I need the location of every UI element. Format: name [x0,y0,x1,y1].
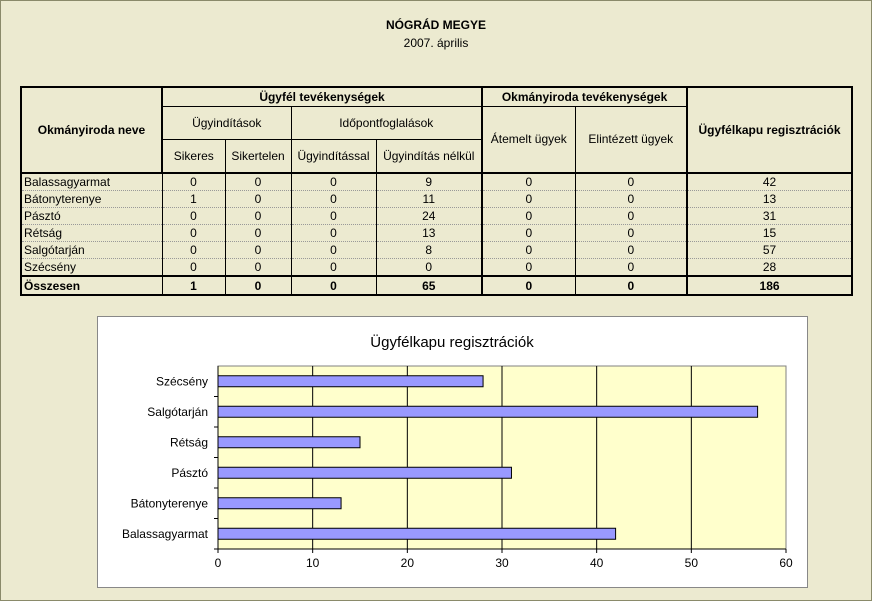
table-cell: 0 [575,208,687,225]
statistics-table [20,86,853,296]
table-cell: 0 [575,242,687,259]
table-row [21,242,852,259]
x-tick-label: 10 [305,556,320,570]
total-cell: 186 [687,276,852,295]
office-name-cell: Pásztó [21,208,162,225]
table-cell: 0 [482,208,575,225]
table-cell: 0 [575,225,687,242]
bar [218,498,341,509]
table-cell: 0 [575,259,687,277]
bar [218,406,758,417]
table-cell: 24 [376,208,482,225]
table-cell: 1 [162,191,225,208]
total-cell: 0 [575,276,687,295]
y-tick-label: Pásztó [171,465,208,480]
table-cell: 0 [291,173,376,191]
table-cell: 0 [225,225,291,242]
total-cell: 1 [162,276,225,295]
header-office-name: Okmányiroda neve [21,87,162,173]
header-success: Sikeres [162,139,225,173]
bar [218,437,360,448]
header-with-init: Ügyindítással [291,139,376,173]
table-cell: 9 [376,173,482,191]
table-cell: 42 [687,173,852,191]
x-tick-label: 30 [495,556,509,570]
header-appointments: Időpontfoglalások [291,106,482,139]
table-cell: 0 [225,259,291,277]
table-cell: 0 [162,173,225,191]
header-customer-activities: Ügyfél tevékenységek [162,87,482,106]
page-subtitle: 2007. április [403,36,469,50]
registrations-bar-chart [98,317,807,587]
table-cell: 0 [162,242,225,259]
office-name-cell: Bátonyterenye [21,191,162,208]
table-cell: 11 [376,191,482,208]
total-cell: 0 [225,276,291,295]
table-cell: 0 [162,208,225,225]
header-office-activities: Okmányiroda tevékenységek [482,87,687,106]
page-title: NÓGRÁD MEGYE [385,18,486,32]
table-cell: 0 [291,242,376,259]
table-cell: 0 [482,259,575,277]
total-label: Összesen [21,276,162,295]
table-cell: 0 [291,208,376,225]
header-without-init: Ügyindítás nélkül [376,139,482,173]
bar [218,467,511,478]
table-cell: 0 [291,191,376,208]
office-name-cell: Rétság [21,225,162,242]
y-tick-label: Szécsény [155,374,208,389]
table-cell: 0 [482,225,575,242]
header-registrations: Ügyfélkapu regisztrációk [687,87,852,173]
header-initiations: Ügyindítások [162,106,291,139]
table-cell: 15 [687,225,852,242]
table-total-row [21,276,852,295]
table-cell: 28 [687,259,852,277]
header-fail: Sikertelen [225,139,291,173]
total-cell: 0 [482,276,575,295]
table-cell: 0 [291,259,376,277]
table-cell: 0 [162,225,225,242]
chart-title: Ügyfélkapu regisztrációk [370,334,534,351]
table-cell: 0 [376,259,482,277]
x-tick-label: 60 [779,556,793,570]
table-row [21,208,852,225]
header-forwarded: Átemelt ügyek [482,106,575,173]
table-cell: 31 [687,208,852,225]
table-cell: 8 [376,242,482,259]
bar [218,376,483,387]
y-tick-label: Balassagyarmat [121,526,208,541]
x-tick-label: 40 [589,556,604,570]
x-tick-label: 50 [684,556,699,570]
y-tick-label: Rétság [169,435,208,450]
y-tick-label: Salgótarján [147,404,208,419]
table-cell: 13 [376,225,482,242]
x-tick-label: 0 [214,556,222,570]
bar [218,528,616,539]
table-cell: 0 [482,173,575,191]
y-tick-label: Bátonyterenye [130,496,208,511]
table-row [21,225,852,242]
chart-area [97,316,808,588]
table-cell: 0 [225,242,291,259]
table-cell: 0 [575,173,687,191]
total-cell: 0 [291,276,376,295]
total-cell: 65 [376,276,482,295]
table-cell: 0 [482,242,575,259]
table-cell: 0 [482,191,575,208]
table-row [21,191,852,208]
header-completed: Elintézett ügyek [575,106,687,173]
table-row [21,259,852,277]
table-cell: 0 [575,191,687,208]
table-cell: 0 [291,225,376,242]
table-row [21,173,852,191]
table-cell: 0 [225,173,291,191]
table-cell: 0 [225,208,291,225]
x-tick-label: 20 [400,556,415,570]
table-cell: 0 [225,191,291,208]
office-name-cell: Salgótarján [21,242,162,259]
office-name-cell: Balassagyarmat [21,173,162,191]
table-cell: 13 [687,191,852,208]
table-cell: 57 [687,242,852,259]
table-cell: 0 [162,259,225,277]
office-name-cell: Szécsény [21,259,162,277]
